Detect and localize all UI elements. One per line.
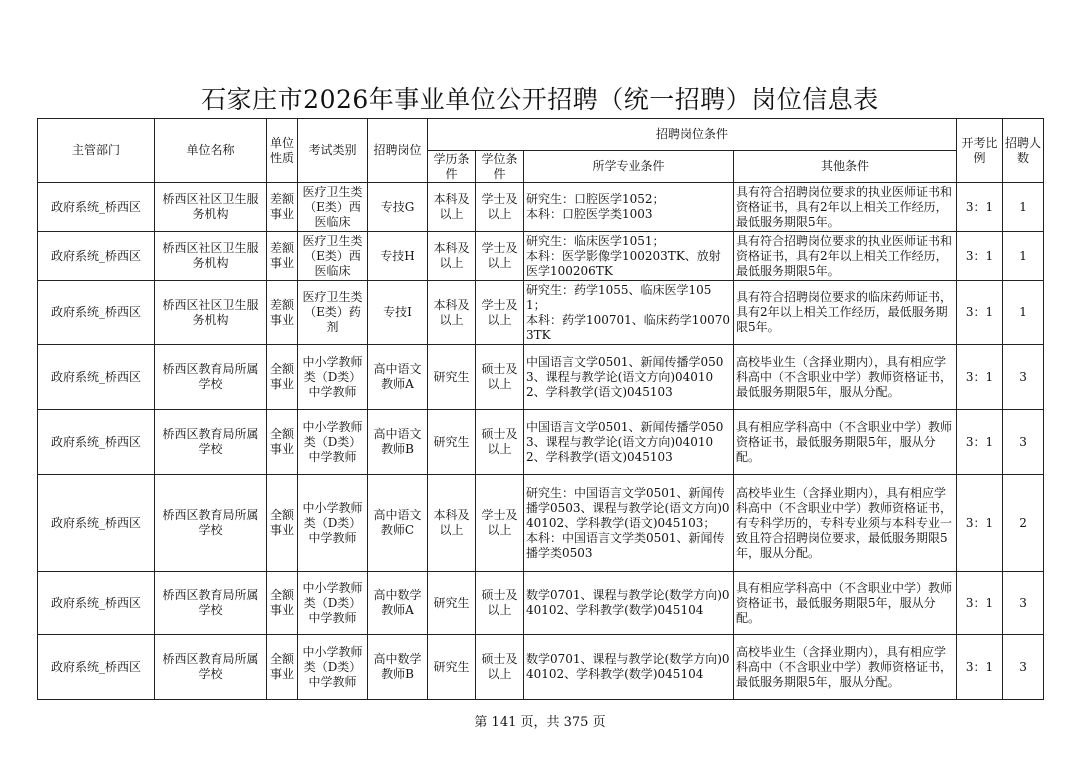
cell-ratio: 3：1 — [957, 232, 1003, 281]
cell-count: 3 — [1003, 345, 1044, 410]
cell-nature: 全额事业 — [267, 345, 298, 410]
cell-dept: 政府系统_桥西区 — [38, 635, 155, 700]
cell-count: 1 — [1003, 232, 1044, 281]
cell-degree: 硕士及以上 — [476, 635, 524, 700]
cell-other: 高校毕业生（含择业期内），具有相应学科高中（不含职业中学）教师资格证书，最低服务期限5年，服从分配。 — [734, 635, 957, 700]
cell-nature: 全额事业 — [267, 475, 298, 572]
cell-major: 数学0701、课程与教学论(数学方向)040102、学科教学(数学)045104 — [524, 635, 734, 700]
header-count: 招聘人数 — [1003, 119, 1044, 183]
cell-post: 专技I — [368, 281, 428, 345]
header-nature: 单位性质 — [267, 119, 298, 183]
cell-unit: 桥西区社区卫生服务机构 — [155, 232, 267, 281]
cell-nature: 差额事业 — [267, 232, 298, 281]
cell-degree: 硕士及以上 — [476, 345, 524, 410]
cell-other: 具有相应学科高中（不含职业中学）教师资格证书，最低服务期限5年，服从分配。 — [734, 410, 957, 475]
cell-major: 研究生：临床医学1051； 本科：医学影像学100203TK、放射医学100206TK — [524, 232, 734, 281]
cell-exam: 医疗卫生类（E类）西医临床 — [298, 232, 368, 281]
cell-edu: 研究生 — [428, 410, 476, 475]
header-unit: 单位名称 — [155, 119, 267, 183]
cell-post: 专技G — [368, 183, 428, 232]
cell-dept: 政府系统_桥西区 — [38, 183, 155, 232]
cell-degree: 硕士及以上 — [476, 410, 524, 475]
cell-dept: 政府系统_桥西区 — [38, 572, 155, 635]
table-row — [38, 281, 1044, 345]
cell-unit: 桥西区社区卫生服务机构 — [155, 183, 267, 232]
table-row — [38, 345, 1044, 410]
cell-post: 高中语文教师C — [368, 475, 428, 572]
cell-degree: 学士及以上 — [476, 183, 524, 232]
cell-nature: 全额事业 — [267, 635, 298, 700]
header-conditions-group: 招聘岗位条件 — [428, 119, 957, 151]
cell-unit: 桥西区教育局所属学校 — [155, 572, 267, 635]
cell-edu: 研究生 — [428, 635, 476, 700]
cell-major: 研究生：口腔医学1052； 本科：口腔医学类1003 — [524, 183, 734, 232]
cell-ratio: 3：1 — [957, 410, 1003, 475]
header-degree: 学位条件 — [476, 151, 524, 183]
cell-count: 3 — [1003, 410, 1044, 475]
cell-other: 具有符合招聘岗位要求的执业医师证书和资格证书，具有2年以上相关工作经历，最低服务期限5年。 — [734, 232, 957, 281]
cell-edu: 本科及以上 — [428, 232, 476, 281]
cell-post: 高中语文教师B — [368, 410, 428, 475]
cell-dept: 政府系统_桥西区 — [38, 345, 155, 410]
cell-post: 高中语文教师A — [368, 345, 428, 410]
cell-ratio: 3：1 — [957, 345, 1003, 410]
cell-major: 中国语言文学0501、新闻传播学0503、课程与教学论(语文方向)040102、学科教学(语文)045103 — [524, 345, 734, 410]
cell-edu: 研究生 — [428, 345, 476, 410]
cell-exam: 中小学教师类（D类）中学教师 — [298, 635, 368, 700]
header-post: 招聘岗位 — [368, 119, 428, 183]
cell-degree: 学士及以上 — [476, 281, 524, 345]
cell-unit: 桥西区教育局所属学校 — [155, 475, 267, 572]
header-row-1 — [38, 119, 1044, 151]
cell-post: 专技H — [368, 232, 428, 281]
cell-nature: 差额事业 — [267, 281, 298, 345]
cell-other: 具有符合招聘岗位要求的执业医师证书和资格证书，具有2年以上相关工作经历，最低服务期限5年。 — [734, 183, 957, 232]
table-row — [38, 183, 1044, 232]
cell-major: 研究生：中国语言文学0501、新闻传播学0503、课程与教学论(语文方向)040102、学科教学(语文)045103； 本科：中国语言文学类0501、新闻传播学类0503 — [524, 475, 734, 572]
table-row — [38, 410, 1044, 475]
cell-dept: 政府系统_桥西区 — [38, 410, 155, 475]
header-major: 所学专业条件 — [524, 151, 734, 183]
cell-nature: 差额事业 — [267, 183, 298, 232]
cell-count: 1 — [1003, 183, 1044, 232]
cell-other: 高校毕业生（含择业期内），具有相应学科高中（不含职业中学）教师资格证书，有专科学历的，专科专业须与本科专业一致且符合招聘岗位要求，最低服务期限5年，服从分配。 — [734, 475, 957, 572]
page-footer: 第 141 页，共 375 页 — [474, 715, 606, 730]
cell-degree: 学士及以上 — [476, 475, 524, 572]
cell-other: 具有符合招聘岗位要求的临床药师证书，具有2年以上相关工作经历，最低服务期限5年。 — [734, 281, 957, 345]
cell-exam: 医疗卫生类（E类）西医临床 — [298, 183, 368, 232]
cell-edu: 本科及以上 — [428, 183, 476, 232]
cell-count: 2 — [1003, 475, 1044, 572]
table-row — [38, 635, 1044, 700]
cell-count: 3 — [1003, 572, 1044, 635]
cell-degree: 学士及以上 — [476, 232, 524, 281]
cell-dept: 政府系统_桥西区 — [38, 281, 155, 345]
cell-exam: 中小学教师类（D类）中学教师 — [298, 345, 368, 410]
cell-exam: 中小学教师类（D类）中学教师 — [298, 475, 368, 572]
cell-dept: 政府系统_桥西区 — [38, 232, 155, 281]
job-info-table — [37, 118, 1044, 700]
cell-ratio: 3：1 — [957, 281, 1003, 345]
cell-ratio: 3：1 — [957, 183, 1003, 232]
cell-ratio: 3：1 — [957, 635, 1003, 700]
cell-major: 中国语言文学0501、新闻传播学0503、课程与教学论(语文方向)040102、学科教学(语文)045103 — [524, 410, 734, 475]
cell-ratio: 3：1 — [957, 572, 1003, 635]
cell-edu: 本科及以上 — [428, 475, 476, 572]
cell-ratio: 3：1 — [957, 475, 1003, 572]
cell-major: 研究生：药学1055、临床医学1051； 本科：药学100701、临床药学100703TK — [524, 281, 734, 345]
cell-exam: 中小学教师类（D类）中学教师 — [298, 410, 368, 475]
cell-exam: 中小学教师类（D类）中学教师 — [298, 572, 368, 635]
cell-other: 高校毕业生（含择业期内），具有相应学科高中（不含职业中学）教师资格证书，最低服务期限5年，服从分配。 — [734, 345, 957, 410]
header-ratio: 开考比例 — [957, 119, 1003, 183]
table-row — [38, 572, 1044, 635]
header-exam: 考试类别 — [298, 119, 368, 183]
cell-nature: 全额事业 — [267, 410, 298, 475]
table-row — [38, 475, 1044, 572]
cell-post: 高中数学教师B — [368, 635, 428, 700]
cell-count: 3 — [1003, 635, 1044, 700]
cell-unit: 桥西区社区卫生服务机构 — [155, 281, 267, 345]
cell-unit: 桥西区教育局所属学校 — [155, 410, 267, 475]
cell-unit: 桥西区教育局所属学校 — [155, 345, 267, 410]
table-body — [38, 183, 1044, 700]
cell-nature: 全额事业 — [267, 572, 298, 635]
cell-degree: 硕士及以上 — [476, 572, 524, 635]
cell-major: 数学0701、课程与教学论(数学方向)040102、学科教学(数学)045104 — [524, 572, 734, 635]
cell-unit: 桥西区教育局所属学校 — [155, 635, 267, 700]
header-dept: 主管部门 — [38, 119, 155, 183]
header-edu: 学历条件 — [428, 151, 476, 183]
cell-count: 1 — [1003, 281, 1044, 345]
cell-exam: 医疗卫生类（E类）药剂 — [298, 281, 368, 345]
cell-post: 高中数学教师A — [368, 572, 428, 635]
cell-other: 具有相应学科高中（不含职业中学）教师资格证书，最低服务期限5年，服从分配。 — [734, 572, 957, 635]
cell-edu: 本科及以上 — [428, 281, 476, 345]
cell-edu: 研究生 — [428, 572, 476, 635]
page-title: 石家庄市2026年事业单位公开招聘（统一招聘）岗位信息表 — [201, 85, 879, 114]
header-other: 其他条件 — [734, 151, 957, 183]
table-row — [38, 232, 1044, 281]
cell-dept: 政府系统_桥西区 — [38, 475, 155, 572]
